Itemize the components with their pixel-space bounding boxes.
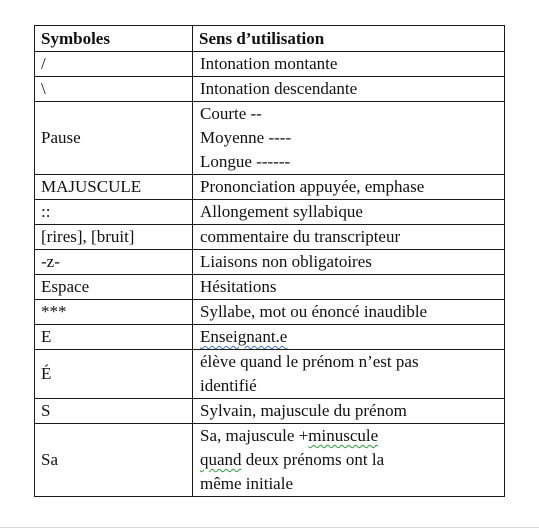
table-row: [35, 250, 505, 275]
meaning-cell: Hésitations: [193, 275, 505, 300]
table-row: [35, 399, 505, 424]
meaning-cell: Sylvain, majuscule du prénom: [193, 399, 505, 424]
transcription-conventions-table: [34, 25, 505, 497]
symbol-cell: ***: [35, 300, 193, 325]
meaning-cell: [193, 424, 505, 497]
symbol-cell: E: [35, 325, 193, 350]
meaning-cell: [193, 350, 505, 399]
table-header-row: [35, 26, 505, 52]
grammar-flagged-word[interactable]: quand: [200, 450, 242, 469]
symbol-cell: É: [35, 350, 193, 399]
meaning-line: même initiale: [200, 474, 293, 493]
symbol-cell: S: [35, 399, 193, 424]
pause-short: Courte --: [200, 104, 262, 123]
symbol-cell: MAJUSCULE: [35, 175, 193, 200]
meaning-cell: Intonation descendante: [193, 77, 505, 102]
table-row: [35, 77, 505, 102]
header-meaning: Sens d’utilisation: [193, 26, 505, 52]
table-row: [35, 350, 505, 399]
symbol-cell: Pause: [35, 102, 193, 175]
table-row: [35, 52, 505, 77]
symbol-cell: \: [35, 77, 193, 102]
meaning-cell: [193, 102, 505, 175]
meaning-line: [200, 424, 504, 448]
table-row: [35, 300, 505, 325]
symbol-cell: Espace: [35, 275, 193, 300]
pause-medium: Moyenne ----: [200, 128, 292, 147]
meaning-line: [200, 448, 504, 472]
symbol-cell: /: [35, 52, 193, 77]
symbol-cell: [rires], [bruit]: [35, 225, 193, 250]
page-divider: [0, 527, 539, 528]
meaning-line: identifié: [200, 376, 257, 395]
table-row: [35, 424, 505, 497]
table-row: [35, 102, 505, 175]
table-row: [35, 275, 505, 300]
spellcheck-word[interactable]: Enseignant.e: [200, 327, 288, 346]
meaning-cell: Allongement syllabique: [193, 200, 505, 225]
table-row: [35, 325, 505, 350]
symbol-cell: ::: [35, 200, 193, 225]
meaning-cell: commentaire du transcripteur: [193, 225, 505, 250]
meaning-cell: Intonation montante: [193, 52, 505, 77]
meaning-fragment: Sa, majuscule +: [200, 426, 309, 445]
table-row: [35, 175, 505, 200]
grammar-flagged-word[interactable]: minuscule: [308, 426, 379, 445]
meaning-cell: [193, 325, 505, 350]
meaning-line: élève quand le prénom n’est pas: [200, 352, 419, 371]
meaning-fragment: deux prénoms ont la: [241, 450, 385, 469]
symbol-cell: Sa: [35, 424, 193, 497]
table-row: [35, 225, 505, 250]
meaning-cell: Liaisons non obligatoires: [193, 250, 505, 275]
header-symbols: Symboles: [35, 26, 193, 52]
meaning-cell: Prononciation appuyée, emphase: [193, 175, 505, 200]
meaning-cell: Syllabe, mot ou énoncé inaudible: [193, 300, 505, 325]
pause-long: Longue ------: [200, 152, 291, 171]
table-row: [35, 200, 505, 225]
symbol-cell: -z-: [35, 250, 193, 275]
